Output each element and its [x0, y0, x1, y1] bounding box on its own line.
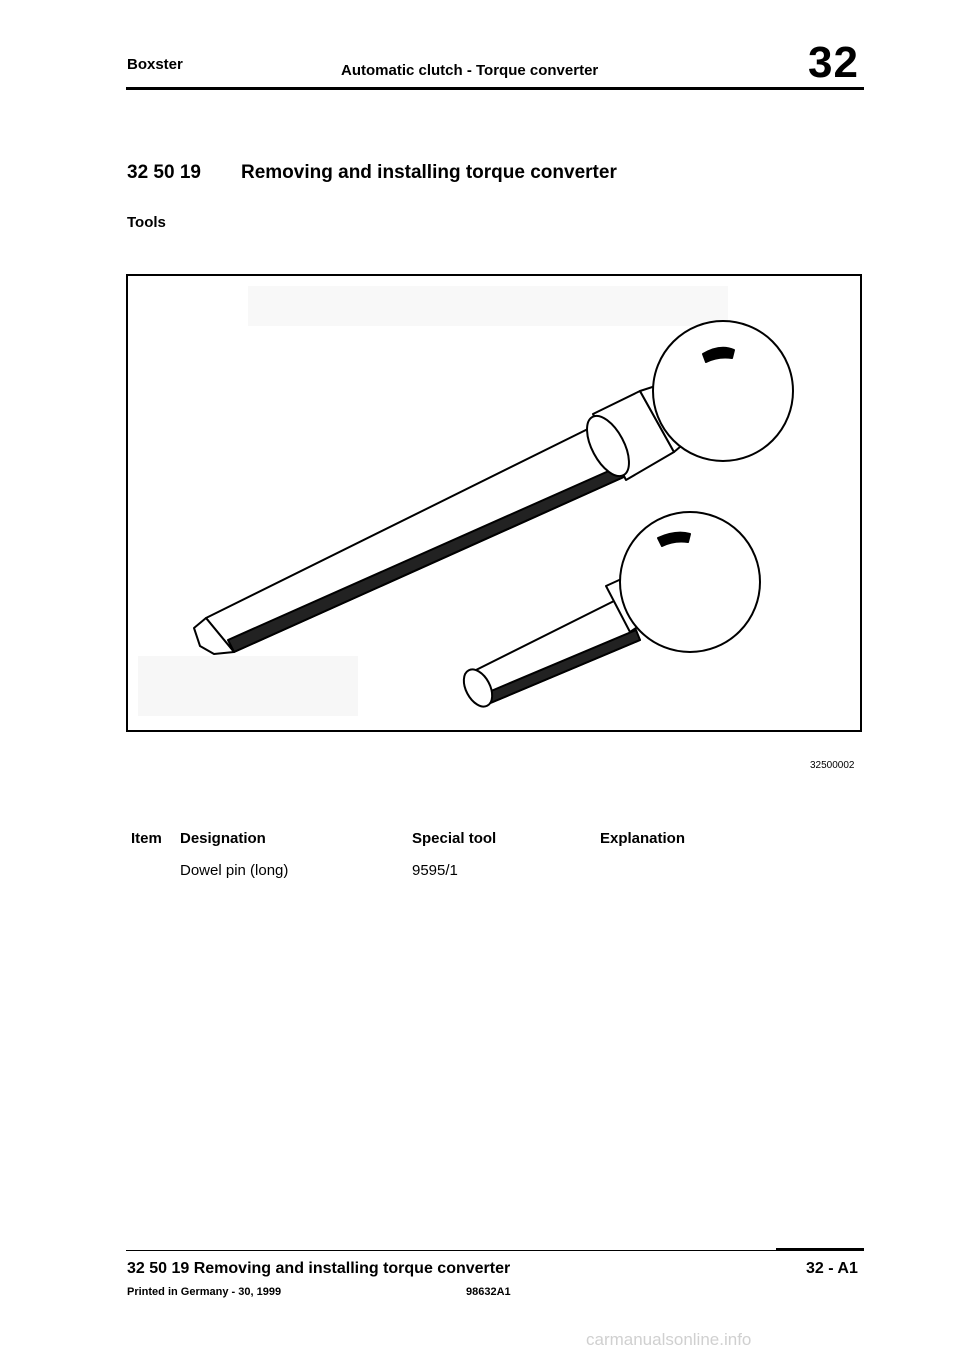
footer-printed: Printed in Germany - 30, 1999 — [127, 1286, 282, 1298]
figure-id: 32500002 — [810, 760, 855, 771]
footer-page-number: 32 - A1 — [806, 1260, 858, 1277]
tool-illustration — [126, 274, 862, 732]
dowel-pins-drawing — [128, 276, 860, 730]
footer-code: 98632A1 — [466, 1286, 511, 1298]
column-header-designation: Designation — [180, 830, 266, 847]
column-header-explanation: Explanation — [600, 830, 686, 847]
column-header-special-tool: Special tool — [412, 830, 497, 847]
row-special-tool: 9595/1 — [412, 862, 458, 879]
footer-rule-accent — [776, 1248, 864, 1250]
procedure-title: Removing and installing torque converter — [241, 162, 617, 183]
header-group-number: 32 — [808, 38, 859, 87]
header-section-title: Automatic clutch - Torque converter — [341, 62, 599, 79]
row-designation: Dowel pin (long) — [180, 862, 289, 879]
footer-rule — [126, 1250, 864, 1251]
tools-heading: Tools — [127, 214, 166, 231]
column-header-item: Item — [131, 830, 162, 847]
header-model: Boxster — [127, 56, 183, 73]
footer-title: 32 50 19 Removing and installing torque converter — [127, 1260, 511, 1277]
header-rule — [126, 87, 864, 90]
watermark: carmanualsonline.info — [586, 1330, 752, 1349]
procedure-number: 32 50 19 — [127, 162, 201, 183]
